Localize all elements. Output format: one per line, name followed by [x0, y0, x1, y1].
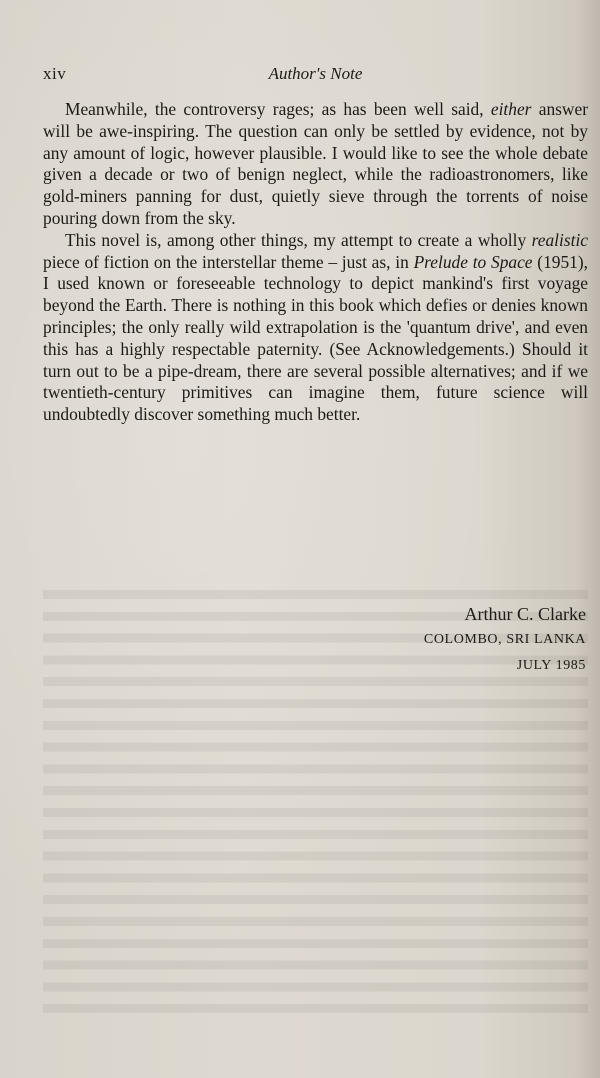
signature-block	[286, 601, 586, 679]
paragraph-2-emphasis-realistic: realistic	[531, 229, 588, 250]
paragraph-1-text: Meanwhile, the controversy rages; as has been well said,	[65, 99, 491, 119]
paragraph-1-emphasis: either	[490, 99, 532, 119]
paragraph-2-text-end: (1951), I used known or foreseeable technology to depict mankind's first voyage beyond the Earth. There is nothing in this book which defies or denies known principles; the only really wild extrapolation is the 'quantum drive', and even this has a highly respectable paternity. (See Acknowledgements.) Should it turn out to be a pipe-dream, there are several possible alternatives; and if we twentieth-century primitives can imagine them, future science will undoubtedly discover something much better.	[43, 251, 588, 425]
running-head	[43, 64, 588, 88]
signature-date: JULY 1985	[516, 658, 586, 673]
paragraph-2	[43, 230, 588, 426]
paragraph-1	[43, 99, 588, 230]
running-title: Author's Note	[268, 64, 363, 83]
signature-place: COLOMBO, SRI LANKA	[423, 632, 586, 647]
book-title-prelude-to-space: Prelude to Space	[413, 251, 533, 272]
author-name: Arthur C. Clarke	[464, 604, 586, 624]
paragraph-1-text-cont: answer will be awe-inspiring. The question can only be settled by evidence, not by any amount of logic, however plausible. I would like to see the whole debate given a decade or two of benign neglect, while the radioastronomers, like gold-miners panning for dust, quietly sieve through the torrents of noise pouring down from the sky.	[43, 99, 588, 228]
page-number: xiv	[43, 64, 67, 83]
body-text	[43, 99, 588, 426]
paragraph-2-text-cont: piece of fiction on the interstellar theme – just as, in	[43, 251, 414, 272]
paragraph-2-text: This novel is, among other things, my attempt to create a wholly	[65, 229, 532, 250]
